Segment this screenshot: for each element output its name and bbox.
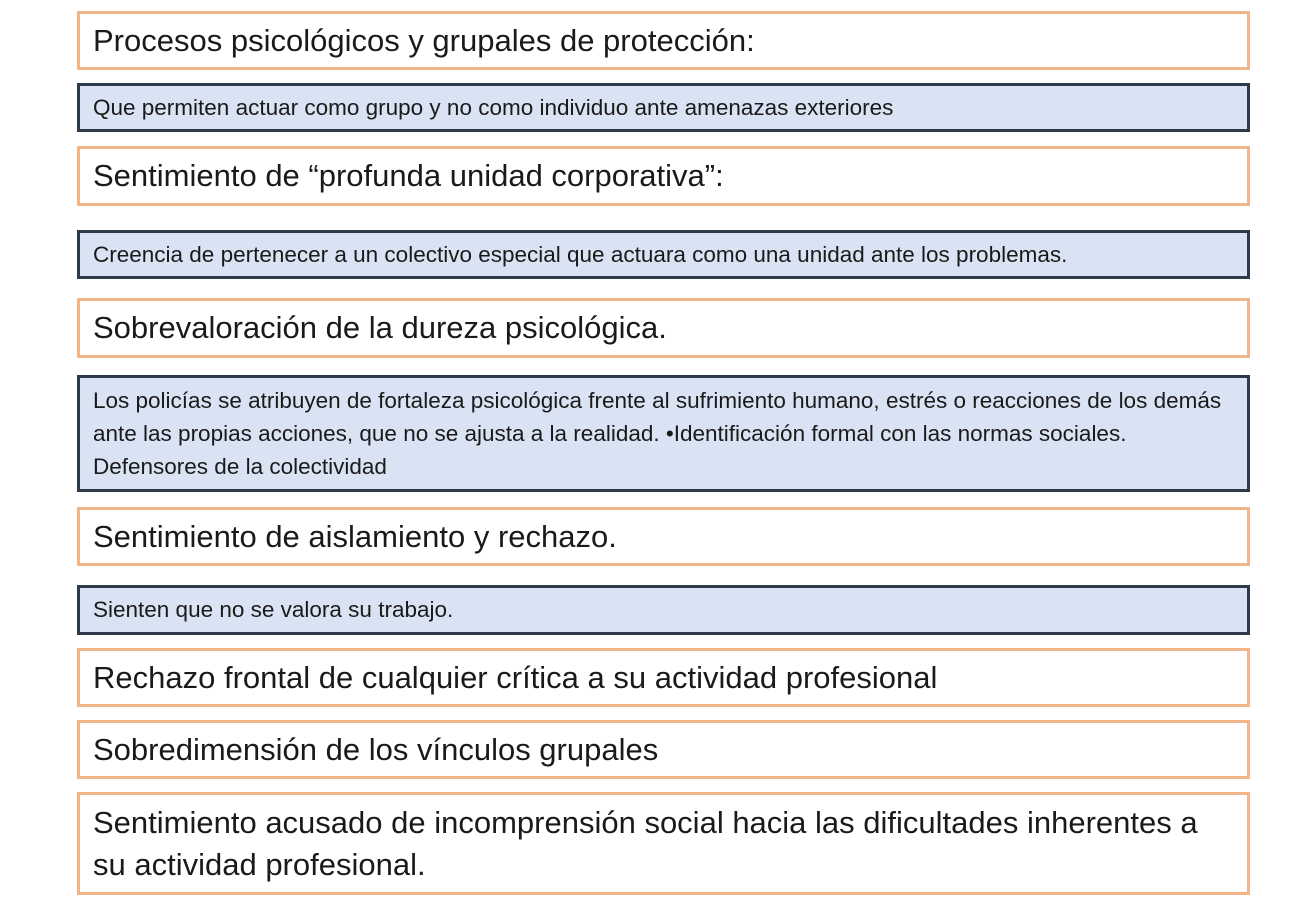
heading-text: Sentimiento acusado de incomprensión social hacia las dificultades inherentes a su actividad profesional. <box>93 804 1198 882</box>
detail-text: Que permiten actuar como grupo y no como individuo ante amenazas exteriores <box>93 94 894 120</box>
heading-text: Sobredimensión de los vínculos grupales <box>93 731 659 767</box>
detail-box-processes <box>77 83 1250 132</box>
detail-text: Los policías se atribuyen de fortaleza psicológica frente al sufrimiento humano, estrés o reacciones de los demás ante las propias acciones, que no se ajusta a la realidad. •Identificación formal con las normas sociales. Defensores de la colectividad <box>93 387 1222 480</box>
heading-text: Procesos psicológicos y grupales de protección: <box>93 22 755 58</box>
heading-box-isolation <box>77 507 1250 566</box>
heading-text: Sentimiento de “profunda unidad corporativa”: <box>93 158 724 194</box>
detail-box-corporate-unity <box>77 230 1250 279</box>
heading-text: Sentimiento de aislamiento y rechazo. <box>93 518 617 554</box>
heading-text: Rechazo frontal de cualquier crítica a su actividad profesional <box>93 659 938 695</box>
detail-text: Creencia de pertenecer a un colectivo especial que actuara como una unidad ante los problemas. <box>93 241 1068 267</box>
detail-box-psychological-toughness <box>77 375 1250 492</box>
heading-box-rejection-criticism <box>77 648 1250 707</box>
heading-box-social-incomprehension <box>77 792 1250 895</box>
detail-box-isolation <box>77 585 1250 635</box>
heading-text: Sobrevaloración de la dureza psicológica. <box>93 310 667 346</box>
heading-box-processes <box>77 11 1250 70</box>
heading-box-group-bonds <box>77 720 1250 779</box>
heading-box-psychological-toughness <box>77 298 1250 358</box>
heading-box-corporate-unity <box>77 146 1250 206</box>
detail-text: Sienten que no se valora su trabajo. <box>93 597 454 623</box>
